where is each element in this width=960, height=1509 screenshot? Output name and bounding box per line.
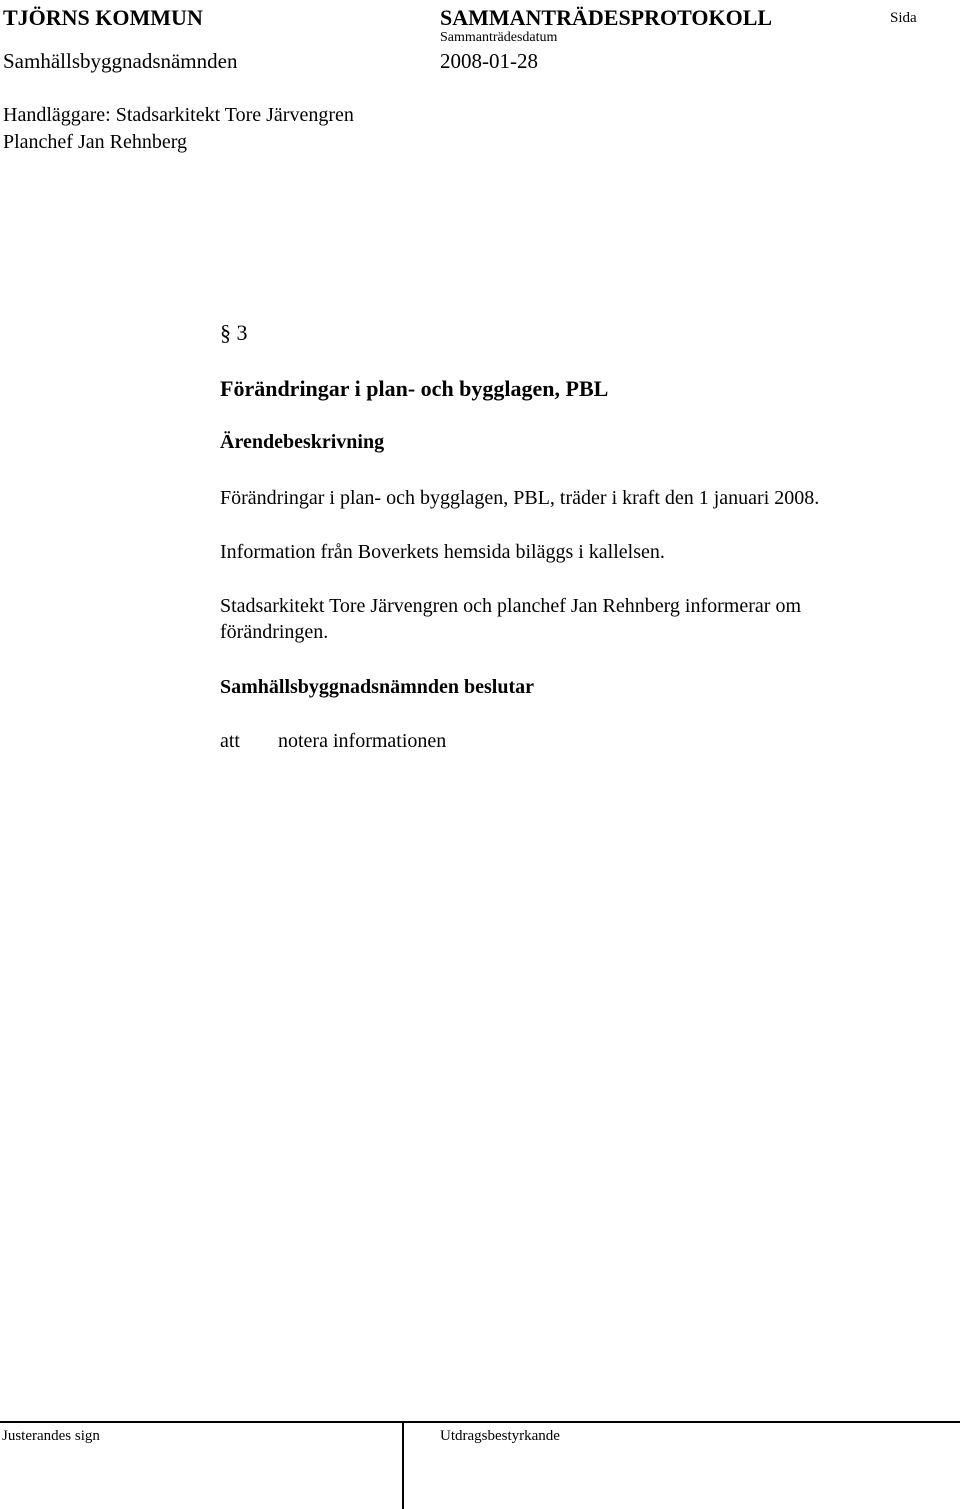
- paragraph-2: Information från Boverkets hemsida biläggs i kallelsen.: [220, 541, 665, 563]
- handler-line-2: Planchef Jan Rehnberg: [3, 131, 188, 153]
- section-symbol: §: [220, 320, 231, 345]
- paragraph-3-line-1: Stadsarkitekt Tore Järvengren och planchef Jan Rehnberg informerar om: [220, 595, 801, 617]
- decision-heading: Samhällsbyggnadsnämnden beslutar: [220, 676, 534, 698]
- committee-name: Samhällsbyggnadsnämnden: [3, 49, 238, 73]
- description-heading: Ärendebeskrivning: [220, 431, 385, 453]
- section-number-value: 3: [236, 320, 248, 345]
- handler-line-1: Handläggare: Stadsarkitekt Tore Järvengren: [3, 104, 354, 126]
- section-title: Förändringar i plan- och bygglagen, PBL: [220, 376, 609, 401]
- footer-signature-label: Justerandes sign: [2, 1428, 100, 1444]
- footer-certification-label: Utdragsbestyrkande: [440, 1428, 560, 1444]
- page-label: Sida: [890, 10, 917, 26]
- paragraph-3-line-2: förändringen.: [220, 621, 329, 643]
- decision-text: notera informationen: [278, 730, 447, 752]
- footer-divider: [0, 1421, 960, 1423]
- footer-vertical-divider: [402, 1421, 404, 1509]
- paragraph-1: Förändringar i plan- och bygglagen, PBL, träder i kraft den 1 januari 2008.: [220, 487, 820, 509]
- meeting-date-label: Sammanträdesdatum: [440, 30, 558, 45]
- org-name: TJÖRNS KOMMUN: [3, 5, 203, 30]
- meeting-date: 2008-01-28: [440, 49, 538, 73]
- decision-prefix: att: [220, 730, 240, 752]
- document-type: SAMMANTRÄDESPROTOKOLL: [440, 5, 773, 30]
- section-number: [220, 320, 248, 346]
